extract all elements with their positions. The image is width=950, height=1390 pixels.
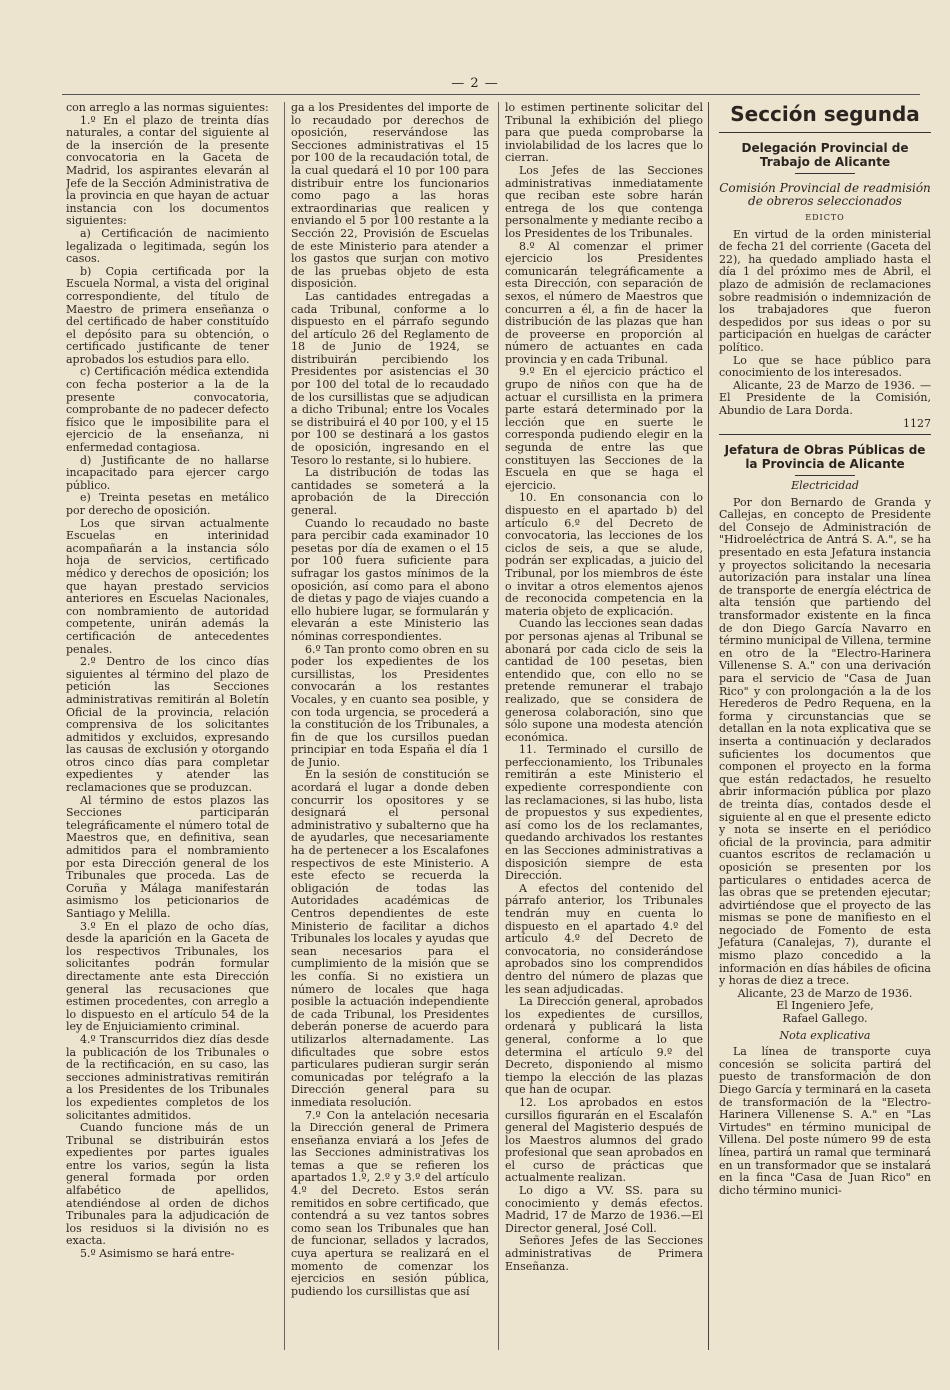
header-rule — [62, 94, 920, 95]
short-rule — [795, 173, 855, 174]
jefatura-heading: Jefatura de Obras Públicas de la Provincia de Alicante — [724, 443, 926, 472]
page-number: — 2 — — [451, 76, 499, 91]
col2-paragraph: 6.º Tan pronto como obren en su poder los expedientes de los cursillistas, los Presidentes convocarán a los restantes Vocales, y en cuanto sea posible, y con toda urgencia, se procederá a la constitución de los Tribunales, a fin de que los cursillos puedan principiar en toda España el día 1 de Junio. — [291, 642, 489, 769]
col3-paragraph: La Dirección general, aprobados los expedientes de cursillos, ordenará y publicará la lista general, conforme a lo que determina el artículo 9.º del Decreto, disponiendo al mismo tiempo la elección de las plazas que han de ocupar. — [505, 995, 703, 1097]
signature-name: Rafael Gallego. — [782, 1012, 868, 1026]
delegacion-heading: Delegación Provincial de Trabajo de Alicante — [741, 141, 909, 169]
col1-paragraph: a) Certificación de nacimiento legalizada o legitimada, según los casos. — [66, 226, 269, 266]
col2-paragraph: ga a los Presidentes del importe de lo recaudado por derechos de oposición, reservándose las Secciones administrativas el 15 por 100 de la recaudación total, de la cual quedará el 10 por 100 para distribuir entre los funcionarios como pago a las horas extraordinarias que realicen y enviando el 5 por 100 restante a la Sección 22, Provisión de Escuelas de este Ministerio para atender a los gastos que surjan con motivo de las pruebas objeto de esta disposición. — [291, 102, 489, 291]
column-1 — [66, 102, 269, 1350]
col1-paragraph: Cuando funcione más de un Tribunal se distribuirán estos expedientes por partes iguales entre los varios, según la lista general formada por orden alfabético de apellidos, atendiéndose al orden de dichos Tribunales para la adjudicación de los residuos si la división no es exacta. — [66, 1121, 269, 1248]
signature-role: El Ingeniero Jefe, — [776, 999, 874, 1013]
col3-paragraph: Cuando las lecciones sean dadas por personas ajenas al Tribunal se abonará por cada ciclo de seis la cantidad de 100 pesetas, bien entendido que, con ello no se pretende remunerar el trabajo realizado, que se considera de generosa colaboración, sino que sólo supone una modesta atención económica. — [505, 617, 703, 744]
col1-paragraph: 1.º En el plazo de treinta días naturales, a contar del siguiente al de la inserción de la presente convocatoria en la Gaceta de Madrid, los aspirantes elevarán al Jefe de la Sección Administrativa de la provincia en que hayan de actuar instancia con los documentos siguientes: — [66, 113, 269, 228]
col1-paragraph: b) Copia certificada por la Escuela Normal, a vista del original correspondiente, del título de Maestro de primera enseñanza o del certificado de haber constituído el depósito para su obtención, o certificado justificante de tener aprobados los estudios para ello. — [66, 264, 269, 366]
nota-paragraph: La línea de transporte cuya concesión se solicita partirá del puesto de transformación de don Diego García y terminará en la caseta de transformación de la "Electro-Harinera Villenense S. A." en "Las Virtudes" en término municipal de Villena. Del poste número 99 de esta línea, partirá un ramal que terminará en un transformador que se instalará en la finca "Casa de Juan Rico" en dicho término munici- — [719, 1045, 931, 1197]
col1-paragraph: con arreglo a las normas siguientes: — [66, 102, 269, 114]
col2-paragraph: Las cantidades entregadas a cada Tribunal, conforme a lo dispuesto en el párrafo segundo del artículo 26 del Reglamento de 18 de Junio de 1924, se distribuirán percibiendo los Presidentes por asistencias el 30 por 100 del total de lo recaudado de los cursillistas que se adjudican a dicho Tribunal; entre los Vocales se distribuirá el 40 por 100, y el 15 por 100 se destinará a los gastos de oposición, ingresando en el Tesoro lo restante, si lo hubiere. — [291, 289, 489, 467]
col1-paragraph: d) Justificante de no hallarse incapacitado para ejercer cargo público. — [66, 453, 269, 492]
col3-paragraph: A efectos del contenido del párrafo anterior, los Tribunales tendrán muy en cuenta lo dispuesto en el apartado 4.º del artículo 4.º del Decreto de convocatoria, no considerándose aprobados sino los comprendidos dentro del número de plazas que les sean adjudicadas. — [505, 881, 703, 996]
nota-heading: Nota explicativa — [779, 1028, 871, 1042]
col1-paragraph: Al término de estos plazos las Secciones participarán telegráficamente el número total de Maestros que, en definitiva, sean admitidos para el nombramiento por esta Dirección general de los Tribunales que proceda. Las de Coruña y Málaga manifestarán asimismo los peticionarios de Santiago y Melilla. — [66, 793, 269, 920]
section-title: Sección segunda — [730, 102, 920, 126]
col1-paragraph: 3.º En el plazo de ocho días, desde la aparición en la Gaceta de los respectivos Tribunales, los solicitantes podrán formular directamente ante esta Dirección general las recusaciones que estimen procedentes, con arreglo a lo dispuesto en el artículo 54 de la ley de Enjuiciamiento criminal. — [66, 919, 269, 1034]
col3-paragraph: Los Jefes de las Secciones administrativas inmediatamente que reciban este sobre harán entrega de los que contenga personalmente y mediante recibo a los Presidentes de los Tribunales. — [505, 163, 703, 240]
col1-paragraph: c) Certificación médica extendida con fecha posterior a la de la presente convocatoria, comprobante de no padecer defecto físico que le imposibilite para el ejercicio de la enseñanza, ni enfermedad contagiosa. — [66, 365, 269, 455]
col3-paragraph: 11. Terminado el cursillo de perfeccionamiento, los Tribunales remitirán a este Ministerio el expediente correspondiente con las reclamaciones, si las hubo, lista de propuestos y sus expedientes, así como los de los reclamantes, quedando archivados los restantes en las Secciones administrativas a disposición siempre de esta Dirección. — [505, 743, 703, 883]
col3-paragraph: Lo digo a VV. SS. para su conocimiento y demás efectos. Madrid, 17 de Marzo de 1936.—El Director general, José Coll. — [505, 1184, 703, 1235]
col3-paragraph: 12. Los aprobados en estos cursillos figurarán en el Escalafón general del Magisterio después de los Maestros alumnos del grado profesional que sean aprobados en el curso de prácticas que actualmente realizan. — [505, 1095, 703, 1185]
electricidad-heading: Electricidad — [791, 479, 859, 493]
col1-paragraph: Los que sirvan actualmente Escuelas en interinidad acompañarán a la instancia sólo hoja de servicios, certificado médico y derechos de oposición; los que hayan prestado servicios anteriores en Escuelas Nacionales, con nombramiento de autoridad competente, unirán además la certificación de antecedentes penales. — [66, 516, 269, 656]
col2-paragraph: 7.º Con la antelación necesaria la Dirección general de Primera enseñanza enviará a los Jefes de las Secciones administrativas los temas a que se refieren los apartados 1.º, 2.º y 3.º del artículo 4.º del Decreto. Estos serán remitidos en sobre certificado, que contendrá a su vez tantos sobres como sean los Tribunales que han de funcionar, sellados y lacrados, cuya apertura se realizará en el momento de comenzar los ejercicios en sesión pública, pudiendo los cursillistas que así — [291, 1108, 489, 1298]
col3-paragraph: 8.º Al comenzar el primer ejercicio los Presidentes comunicarán telegráficamente a esta Dirección, con separación de sexos, el número de Maestros que concurren a él, a fin de hacer la distribución de las plazas que han de proveerse en proporción al número de actuantes en cada provincia y en cada Tribunal. — [505, 239, 703, 366]
col2-paragraph: La distribución de todas las cantidades se someterá a la aprobación de la Dirección general. — [291, 466, 489, 517]
divider — [719, 434, 931, 435]
edicto-number: 1127 — [903, 416, 931, 430]
column-3 — [498, 102, 703, 1350]
column-4 — [708, 102, 931, 1350]
col3-paragraph: 9.º En el ejercicio práctico el grupo de niños con que ha de actuar el cursillista en la primera parte estará determinado por la lección que en suerte le corresponda pudiendo elegir en la segunda de entre las que constituyen las Secciones de la Escuela en que se haga el ejercicio. — [505, 365, 703, 492]
col1-paragraph: 4.º Transcurridos diez días desde la publicación de los Tribunales o de la rectificación, en su caso, las secciones administrativas remitirán a los Presidentes de los Tribunales los expedientes completos de los solicitantes admitidos. — [66, 1032, 269, 1122]
col1-paragraph: 5.º Asimismo se hará entre- — [80, 1247, 235, 1261]
col3-paragraph: 10. En consonancia con lo dispuesto en el apartado b) del artículo 6.º del Decreto de convocatoria, las lecciones de los ciclos de seis, a que se alude, podrán ser explicadas, a juicio del Tribunal, por los miembros de éste o invitar a otros elementos ajenos de reconocida competencia en la materia objeto de explicación. — [505, 491, 703, 618]
col1-paragraph: e) Treinta pesetas en metálico por derecho de oposición. — [66, 491, 269, 517]
edicto-paragraph: En virtud de la orden ministerial de fecha 21 del corriente (Gaceta del 22), ha quedado ampliado hasta el día 1 del próximo mes de Abril, el plazo de admisión de reclamaciones sobre readmisión o indemnización de los trabajadores que fueron despedidos por sus ideas o por su participación en huelgas de carácter político. — [719, 227, 931, 354]
col3-paragraph: lo estimen pertinente solicitar del Tribunal la exhibición del pliego para que pueda comprobarse la inviolabilidad de los lacres que lo cierran. — [505, 102, 703, 165]
comision-heading: Comisión Provincial de readmisión de obreros seleccionados — [719, 181, 931, 208]
section-rule — [719, 132, 931, 133]
col2-paragraph: En la sesión de constitución se acordará el lugar a donde deben concurrir los opositores y se designará el personal administrativo y subalterno que ha de ayudarles, que necesariamente ha de pertenecer a los Escalafones respectivos de este Ministerio. A este efecto se recuerda la obligación de todas las Autoridades académicas de Centros dependientes de este Ministerio de facilitar a dichos Tribunales los locales y ayudas que sean necesarios para el cumplimiento de la misión que se les confía. Si no existiera un número de locales que haga posible la actuación independiente de cada Tribunal, los Presidentes deberán ponerse de acuerdo para utilizarlos alternadamente. Las dificultades que sobre estos particulares pudieran surgir serán comunicadas por telégrafo a la Dirección general para su inmediata resolución. — [291, 768, 489, 1109]
col1-paragraph: 2.º Dentro de los cinco días siguientes al término del plazo de petición las Secciones administrativas remitirán al Boletín Oficial de la provincia, relación comprensiva de los solicitantes admitidos y excluidos, expresando las causas de exclusión y otorgando otros cinco días para completar expedientes y atender las reclamaciones que se produzcan. — [66, 655, 269, 795]
col3-paragraph: Señores Jefes de las Secciones administrativas de Primera Enseñanza. — [505, 1234, 703, 1273]
edicto-paragraph: Alicante, 23 de Marzo de 1936. —El Presidente de la Comisión, Abundio de Lara Dorda. — [719, 378, 931, 417]
edicto-label: EDICTO — [805, 213, 845, 222]
column-2 — [284, 102, 489, 1350]
electricidad-paragraph: Por don Bernardo de Granda y Callejas, en concepto de Presidente del Consejo de Administración de "Hidroeléctrica de Antrá S. A.", se ha presentado en esta Jefatura instancia y proyectos solicitando la necesaria autorización para instalar una línea de transporte de energía eléctrica de alta tensión que partiendo del transformador existente en la finca de don Diego García Navarro en término municipal de Villena, termine en otro de la "Electro-Harinera Villenense S. A." con una derivación para el servicio de "Casa de Juan Rico" y con prolongación a la de los Herederos de Pedro Requena, en la forma y circunstancias que se detallan en la nota explicativa que se inserta a continuación y declarados suficientes los documentos que componen el proyecto en la forma que están redactados, he resuelto abrir información pública por plazo de treinta días, contados desde el siguiente al en que el presente edicto y nota se inserte en el periódico oficial de la provincia, para admitir cuantos escritos de reclamación u oposición se presenten por los particulares o entidades acerca de las obras que se pretenden ejecutar; advirtiéndose que el proyecto de las mismas se pone de manifiesto en el negociado de Fomento de esta Jefatura (Canalejas, 7), durante el mismo plazo concedido a la información en días hábiles de oficina y horas de diez a trece. — [719, 495, 931, 988]
edicto-paragraph: Lo que se hace público para conocimiento de los interesados. — [719, 353, 931, 380]
signature-date: Alicante, 23 de Marzo de 1936. — [737, 986, 913, 1000]
short-rule — [795, 475, 855, 476]
col2-paragraph: Cuando lo recaudado no baste para percibir cada examinador 10 pesetas por día de examen o el 15 por 100 fuera suficiente para sufragar los gastos mínimos de la oposición, así como para el abono de dietas y pago de viajes cuando a ello hubiere lugar, se formularán y elevarán a este Ministerio las nóminas correspondientes. — [291, 516, 489, 643]
